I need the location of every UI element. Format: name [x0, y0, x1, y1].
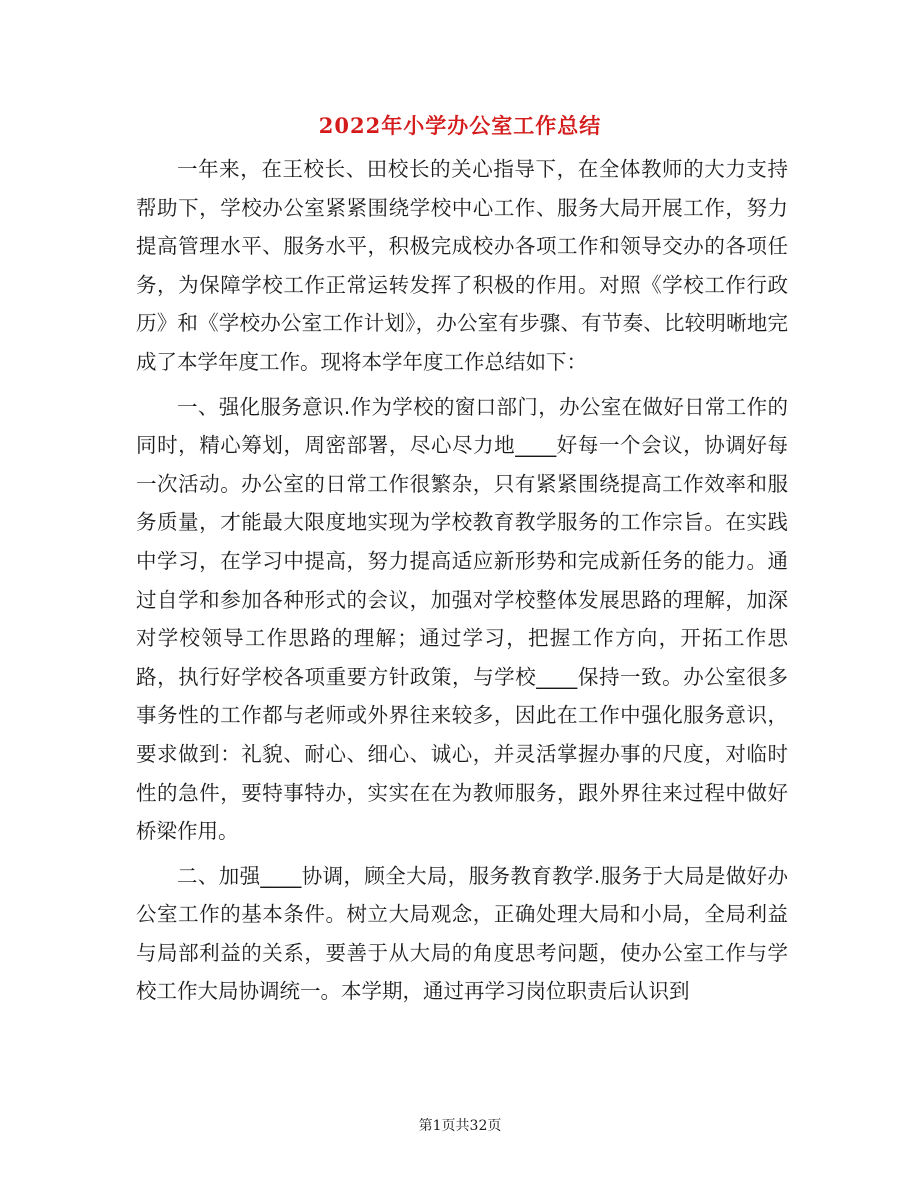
document-title: 2022年小学办公室工作总结	[318, 113, 602, 138]
paragraph-section-2: 二、加强____协调，顾全大局，服务教育教学.服务于大局是做好办公室工作的基本条件。树立大局观念，正确处理大局和小局，全局利益与局部利益的关系，要善于从大局的角度思考问题，使办公室工作与学校工作大局协调统一。本学期，通过再学习岗位职责后认识到	[136, 863, 788, 1004]
paragraph-intro: 一年来，在王校长、田校长的关心指导下，在全体教师的大力支持帮助下，学校办公室紧紧围绕学校中心工作、服务大局开展工作，努力提高管理水平、服务水平，积极完成校办各项工作和领导交办的各项任务，为保障学校工作正常运转发挥了积极的作用。对照《学校工作行政历》和《学校办公室工作计划》，办公室有步骤、有节奏、比较明晰地完成了本学年度工作。现将本学年度工作总结如下：	[136, 157, 788, 374]
paragraph-section-1: 一、强化服务意识.作为学校的窗口部门，办公室在做好日常工作的同时，精心筹划，周密部署，尽心尽力地____好每一个会议，协调好每一次活动。办公室的日常工作很繁杂，只有紧紧围绕提高工作效率和服务质量，才能最大限度地实现为学校教育教学服务的工作宗旨。在实践中学习，在学习中提高，努力提高适应新形势和完成新任务的能力。通过自学和参加各种形式的会议，加强对学校整体发展思路的理解，加深对学校领导工作思路的理解；通过学习，把握工作方向，开拓工作思路，执行好学校各项重要方针政策，与学校____保持一致。办公室很多事务性的工作都与老师或外界往来较多，因此在工作中强化服务意识，要求做到：礼貌、耐心、细心、诚心，并灵活掌握办事的尺度，对临时性的急件，要特事特办，实实在在为教师服务，跟外界往来过程中做好桥梁作用。	[136, 394, 788, 844]
page-number-footer: 第1页共32页	[418, 1118, 502, 1134]
document-body	[136, 150, 788, 1011]
